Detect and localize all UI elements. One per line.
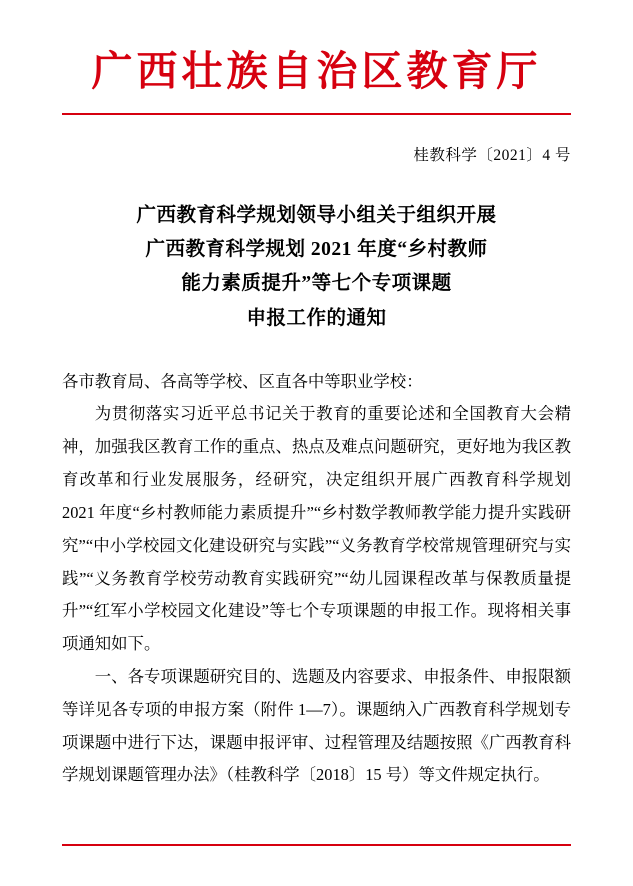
issuing-organization-title: 广西壮族自治区教育厅 (91, 48, 542, 94)
document-title-line-4: 申报工作的通知 (246, 307, 387, 329)
document-number: 桂教科学〔2021〕4 号 (413, 147, 571, 165)
document-title-line-1: 广西教育科学规划领导小组关于组织开展 (136, 205, 497, 227)
document-title (62, 199, 571, 336)
document-body (62, 366, 571, 793)
letterhead (62, 0, 571, 115)
footer-divider (62, 844, 571, 846)
document-title-line-2: 广西教育科学规划 2021 年度“乡村教师 (145, 239, 488, 261)
body-paragraph-1: 为贯彻落实习近平总书记关于教育的重要论述和全国教育大会精神，加强我区教育工作的重点、热点及难点问题研究，更好地为我区教育改革和行业发展服务，经研究，决定组织开展广西教育科学规划 2021 年度“乡村教师能力素质提升”“乡村数学教师教学能力提升实践研究”“中小学校园文化建设研究与实践”“义务教育学校常规管理研究与实践”“义务教育学校劳动教育实践研究”“幼儿园课程改革与保教质量提升”“红军小学校园文化建设”等七个专项课题的申报工作。现将相关事项通知如下。 (62, 404, 571, 654)
letterhead-divider (62, 113, 571, 115)
document-title-line-3: 能力素质提升”等七个专项课题 (181, 273, 452, 295)
body-paragraph-2: 一、各专项课题研究目的、选题及内容要求、申报条件、申报限额等详见各专项的申报方案（附件 1—7）。课题纳入广西教育科学规划专项课题中进行下达，课题申报评审、过程管理及结题按照《广西教育科学规划课题管理办法》（桂教科学〔2018〕15 号）等文件规定执行。 (62, 666, 571, 785)
salutation: 各市教育局、各高等学校、区直各中等职业学校： (62, 371, 423, 391)
